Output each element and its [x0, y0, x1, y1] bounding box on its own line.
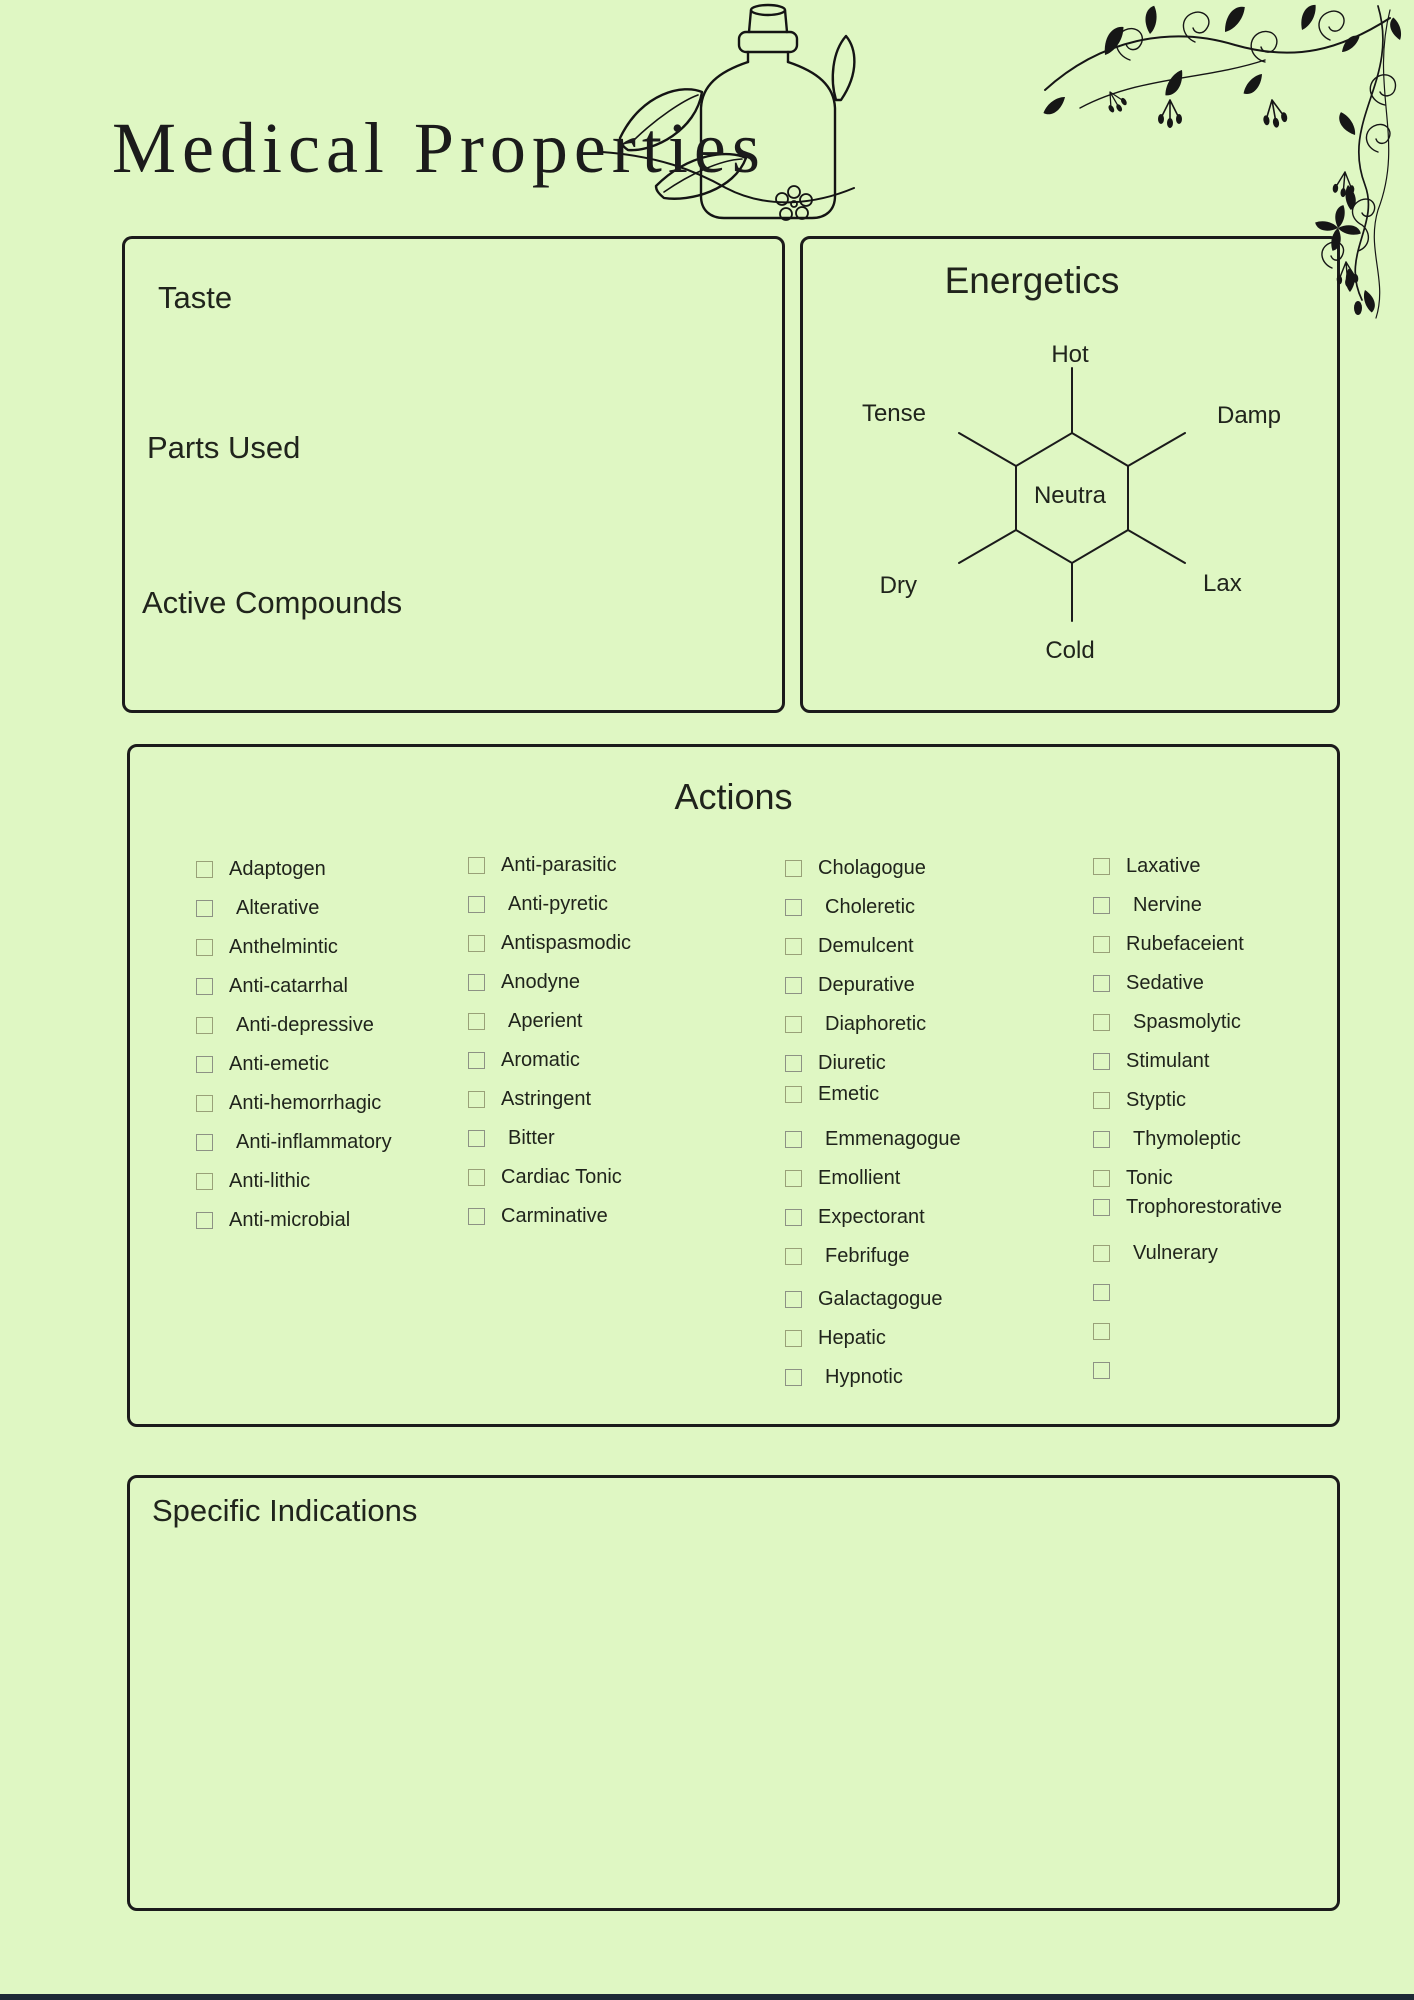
action-item: [1093, 1090, 1282, 1110]
page-title: Medical Properties: [112, 108, 766, 188]
action-label: Anti-pyretic: [508, 893, 609, 915]
checkbox-icon[interactable]: [1093, 1092, 1110, 1109]
action-label: Anodyne: [501, 971, 580, 993]
parts-used-label: Parts Used: [147, 430, 301, 465]
action-item: [1093, 973, 1282, 993]
action-item: [1093, 895, 1282, 915]
action-label: Aromatic: [501, 1049, 580, 1071]
action-label: Emetic: [818, 1083, 880, 1105]
action-label: Laxative: [1126, 855, 1201, 877]
action-item: [468, 1206, 631, 1226]
actions-column-1: [196, 747, 392, 1249]
action-item: [1093, 1243, 1282, 1263]
checkbox-icon[interactable]: [196, 1017, 213, 1034]
checkbox-icon[interactable]: [1093, 1284, 1110, 1301]
actions-column-3: [785, 747, 961, 1406]
checkbox-icon[interactable]: [468, 935, 485, 952]
action-label: Bitter: [508, 1127, 555, 1149]
action-item: [196, 898, 392, 918]
action-label: Thymoleptic: [1133, 1128, 1241, 1150]
action-item: [196, 937, 392, 957]
checkbox-icon[interactable]: [785, 1248, 802, 1265]
action-item: [468, 933, 631, 953]
profile-panel: [122, 236, 785, 713]
actions-column-2: [468, 747, 631, 1245]
action-label: Anti-emetic: [229, 1053, 330, 1075]
action-item: [196, 976, 392, 996]
action-label: Astringent: [501, 1088, 592, 1110]
action-label: Vulnerary: [1133, 1242, 1218, 1264]
actions-column-4: [1093, 747, 1282, 1399]
actions-panel: [127, 744, 1340, 1427]
footer-accent-bar: [0, 1994, 1414, 2000]
active-compounds-label: Active Compounds: [142, 585, 403, 620]
checkbox-icon[interactable]: [468, 1169, 485, 1186]
checkbox-icon[interactable]: [1093, 1199, 1110, 1216]
action-item: [1093, 856, 1282, 876]
action-label: Febrifuge: [825, 1245, 910, 1267]
checkbox-icon[interactable]: [468, 1208, 485, 1225]
action-label: Diuretic: [818, 1052, 886, 1074]
action-item: [785, 897, 961, 917]
action-label: Emollient: [818, 1167, 901, 1189]
action-item: [468, 1050, 631, 1070]
action-label: Cardiac Tonic: [501, 1166, 622, 1188]
checkbox-icon[interactable]: [785, 1131, 802, 1148]
checkbox-icon[interactable]: [785, 899, 802, 916]
checkbox-icon[interactable]: [468, 857, 485, 874]
checkbox-icon[interactable]: [785, 1330, 802, 1347]
checkbox-icon[interactable]: [785, 1055, 802, 1072]
checkbox-icon[interactable]: [468, 1130, 485, 1147]
action-item: [1093, 1282, 1282, 1302]
action-label: Rubefaceient: [1126, 933, 1244, 955]
action-item: [468, 1011, 631, 1031]
specific-indications-panel: [127, 1475, 1340, 1911]
action-item: [468, 972, 631, 992]
action-item: [468, 855, 631, 875]
action-label: Hepatic: [818, 1327, 886, 1349]
action-item: [1093, 1129, 1282, 1149]
action-label: Stimulant: [1126, 1050, 1210, 1072]
action-item: [785, 1053, 961, 1073]
checkbox-icon[interactable]: [785, 977, 802, 994]
checkbox-icon[interactable]: [785, 1209, 802, 1226]
action-label: Emmenagogue: [825, 1128, 961, 1150]
action-label: Cholagogue: [818, 857, 926, 879]
action-label: Styptic: [1126, 1089, 1187, 1111]
checkbox-icon[interactable]: [196, 900, 213, 917]
action-label: Anti-parasitic: [501, 854, 617, 876]
checkbox-icon[interactable]: [196, 978, 213, 995]
action-label: Depurative: [818, 974, 915, 996]
action-label: Choleretic: [825, 896, 916, 918]
checkbox-icon[interactable]: [1093, 1131, 1110, 1148]
action-item: [196, 1171, 392, 1191]
action-label: Hypnotic: [825, 1366, 903, 1388]
checkbox-icon[interactable]: [196, 1173, 213, 1190]
action-label: Tonic: [1126, 1167, 1173, 1189]
action-item: [785, 1207, 961, 1227]
energetics-label-cold: Cold: [1045, 637, 1095, 664]
energetics-label-dry: Dry: [879, 572, 917, 599]
checkbox-icon[interactable]: [196, 939, 213, 956]
energetics-label-damp: Damp: [1217, 402, 1282, 429]
action-item: [785, 1246, 961, 1266]
action-label: Carminative: [501, 1205, 608, 1227]
action-item: [196, 1132, 392, 1152]
energetics-label-hot: Hot: [1051, 341, 1089, 368]
action-item: [468, 1167, 631, 1187]
specific-indications-label: Specific Indications: [152, 1493, 418, 1528]
action-item: [468, 894, 631, 914]
action-item: [1093, 1051, 1282, 1071]
taste-label: Taste: [158, 280, 233, 315]
checkbox-icon[interactable]: [468, 1013, 485, 1030]
checkbox-icon[interactable]: [1093, 1362, 1110, 1379]
action-label: Diaphoretic: [825, 1013, 927, 1035]
actions-title: Actions: [674, 776, 793, 817]
checkbox-icon[interactable]: [1093, 897, 1110, 914]
action-item: [1093, 1197, 1282, 1217]
checkbox-icon[interactable]: [785, 938, 802, 955]
action-label: Expectorant: [818, 1206, 925, 1228]
action-item: [785, 858, 961, 878]
checkbox-icon[interactable]: [468, 1052, 485, 1069]
energetics-title: Energetics: [944, 260, 1120, 301]
action-item: [196, 1054, 392, 1074]
energetics-label-tense: Tense: [861, 400, 926, 427]
checkbox-icon[interactable]: [1093, 1245, 1110, 1262]
checkbox-icon[interactable]: [1093, 1323, 1110, 1340]
action-item: [785, 975, 961, 995]
action-item: [196, 859, 392, 879]
action-item: [1093, 1360, 1282, 1380]
action-label: Galactagogue: [818, 1288, 943, 1310]
checkbox-icon[interactable]: [1093, 936, 1110, 953]
checkbox-icon[interactable]: [468, 974, 485, 991]
action-label: Aperient: [508, 1010, 583, 1032]
action-item: [785, 1328, 961, 1348]
checkbox-icon[interactable]: [785, 1170, 802, 1187]
action-item: [785, 1084, 961, 1104]
checkbox-icon[interactable]: [196, 1212, 213, 1229]
checkbox-icon[interactable]: [1093, 1014, 1110, 1031]
action-item: [468, 1128, 631, 1148]
checkbox-icon[interactable]: [785, 1369, 802, 1386]
action-item: [785, 1367, 961, 1387]
action-label: Antispasmodic: [501, 932, 632, 954]
action-label: Alterative: [236, 897, 320, 919]
action-label: Sedative: [1126, 972, 1204, 994]
action-item: [785, 1129, 961, 1149]
action-item: [785, 936, 961, 956]
checkbox-icon[interactable]: [196, 861, 213, 878]
energetics-label-neutral: Neutra: [1033, 482, 1107, 509]
checkbox-icon[interactable]: [1093, 1170, 1110, 1187]
action-item: [1093, 1321, 1282, 1341]
action-item: [1093, 1168, 1282, 1188]
action-label: Anti-hemorrhagic: [229, 1092, 382, 1114]
checkbox-icon[interactable]: [1093, 858, 1110, 875]
checkbox-icon[interactable]: [785, 1016, 802, 1033]
checkbox-icon[interactable]: [468, 896, 485, 913]
action-item: [785, 1289, 961, 1309]
action-item: [196, 1210, 392, 1230]
action-item: [468, 1089, 631, 1109]
action-label: Nervine: [1133, 894, 1202, 916]
floral-corner-vine-icon: [1010, 0, 1414, 330]
checkbox-icon[interactable]: [196, 1134, 213, 1151]
action-label: Anti-depressive: [236, 1014, 374, 1036]
checkbox-icon[interactable]: [785, 860, 802, 877]
action-label: Anthelmintic: [229, 936, 338, 958]
action-label: Trophorestorative: [1126, 1196, 1282, 1218]
action-item: [196, 1015, 392, 1035]
action-item: [196, 1093, 392, 1113]
checkbox-icon[interactable]: [196, 1056, 213, 1073]
checkbox-icon[interactable]: [1093, 975, 1110, 992]
energetics-label-lax: Lax: [1203, 570, 1242, 597]
action-label: Anti-lithic: [229, 1170, 311, 1192]
action-label: Anti-microbial: [229, 1209, 351, 1231]
action-label: Anti-inflammatory: [236, 1131, 392, 1153]
checkbox-icon[interactable]: [1093, 1053, 1110, 1070]
checkbox-icon[interactable]: [196, 1095, 213, 1112]
action-item: [785, 1168, 961, 1188]
action-item: [785, 1014, 961, 1034]
action-label: Anti-catarrhal: [229, 975, 348, 997]
action-label: Spasmolytic: [1133, 1011, 1241, 1033]
checkbox-icon[interactable]: [785, 1291, 802, 1308]
action-item: [1093, 1012, 1282, 1032]
action-label: Demulcent: [818, 935, 914, 957]
action-label: Adaptogen: [229, 858, 326, 880]
checkbox-icon[interactable]: [468, 1091, 485, 1108]
action-item: [1093, 934, 1282, 954]
checkbox-icon[interactable]: [785, 1086, 802, 1103]
